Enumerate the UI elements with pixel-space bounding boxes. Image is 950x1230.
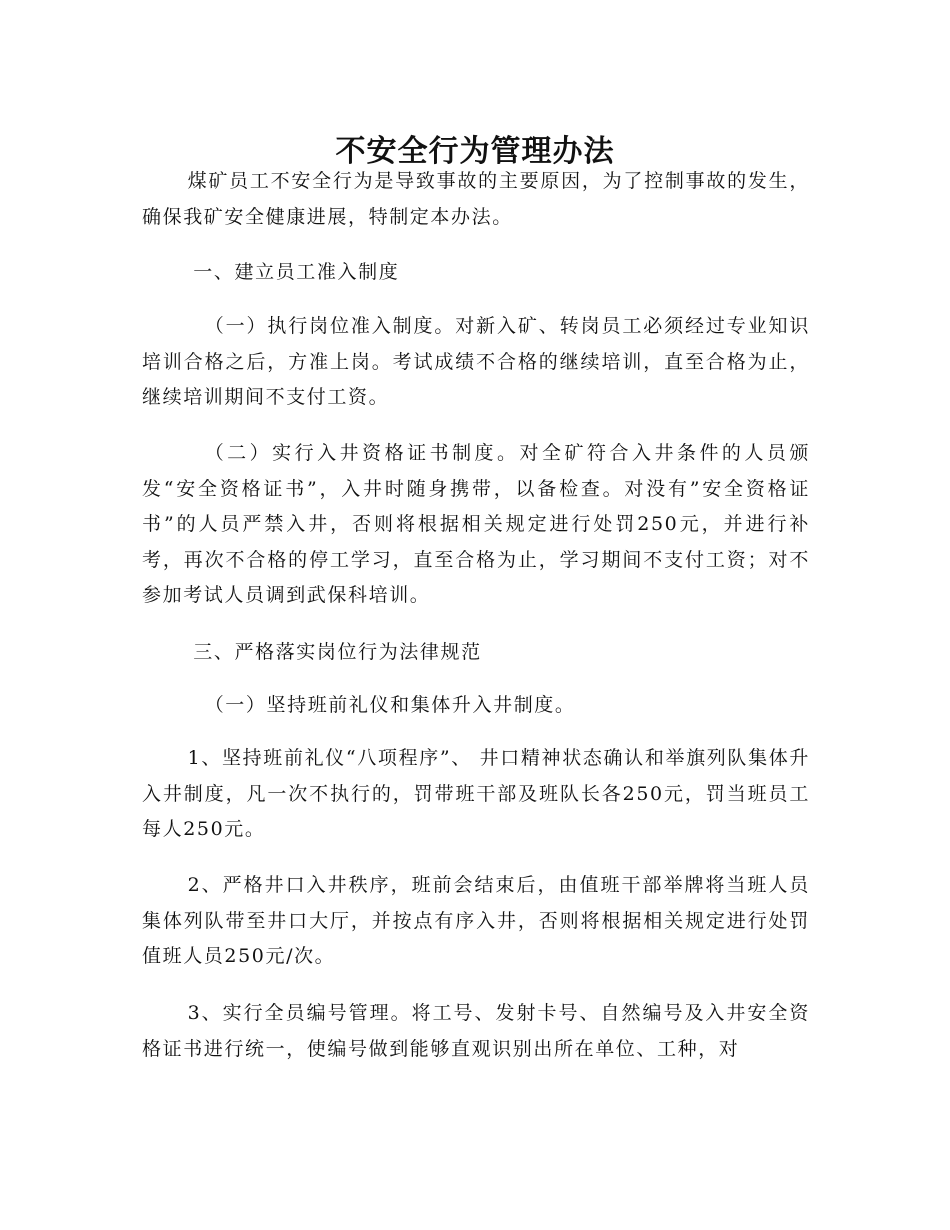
section-heading-1: 一、建立员工准入制度 <box>193 261 400 283</box>
item-paragraph-2: 2、严格井口入井秩序，班前会结束后，由值班干部举牌将当班人员集体列队带至井口大厅，并按点有序入井，否则将根据相关规定进行处罚值班人员250元/次。 <box>142 874 810 967</box>
document-title: 不安全行为管理办法 <box>335 134 615 170</box>
section-heading-3: 三、严格落实岗位行为法律规范 <box>193 641 482 663</box>
item-paragraph-3: 3、实行全员编号管理。将工号、发射卡号、自然编号及入井安全资格证书进行统一，使编号做到能够直观识别出所在单位、工种，对 <box>142 1002 810 1060</box>
item-paragraph-1: 1、坚持班前礼仪“八项程序”、 井口精神状态确认和举旗列队集体升入井制度，凡一次不执行的，罚带班干部及班队长各250元，罚当班员工每人250元。 <box>142 747 810 840</box>
paragraph-1-2: （二）实行入井资格证书制度。对全矿符合入井条件的人员颁发“安全资格证书”，入井时随身携带，以备检查。对没有”安全资格证书”的人员严禁入井，否则将根据相关规定进行处罚250元，并进行补考，再次不合格的停工学习，直至合格为止，学习期间不支付工资；对不参加考试人员调到武保科培训。 <box>142 442 810 606</box>
paragraph-3-1: （一）坚持班前礼仪和集体升入井制度。 <box>204 694 576 716</box>
intro-paragraph: 煤矿员工不安全行为是导致事故的主要原因，为了控制事故的发生，确保我矿安全健康进展，特制定本办法。 <box>142 170 810 228</box>
paragraph-1-1: （一）执行岗位准入制度。对新入矿、转岗员工必须经过专业知识培训合格之后，方准上岗。考试成绩不合格的继续培训，直至合格为止，继续培训期间不支付工资。 <box>142 315 810 408</box>
